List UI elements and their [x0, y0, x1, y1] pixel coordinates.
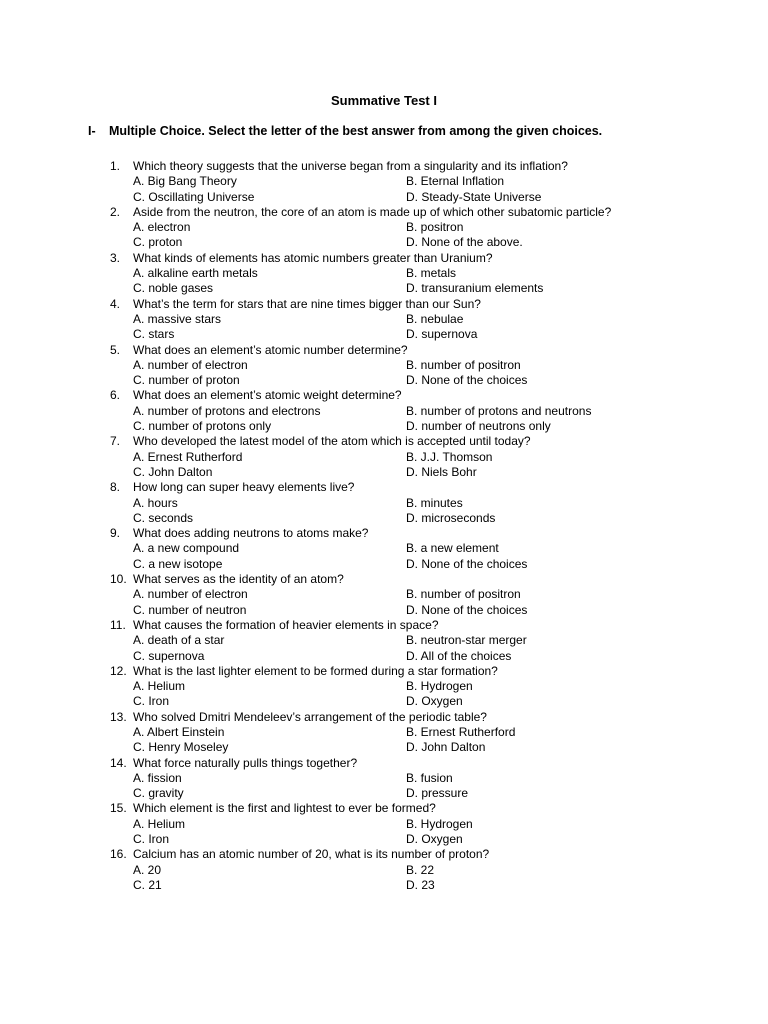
choice-d: D. pressure	[406, 786, 469, 801]
choice-row	[110, 863, 750, 878]
question-number: 5.	[110, 342, 121, 357]
choice-b: B. minutes	[406, 495, 463, 510]
choice-d: D. Oxygen	[406, 694, 463, 709]
question-text: Calcium has an atomic number of 20, what is its number of proton?	[133, 847, 490, 862]
choice-c: C. 21	[133, 877, 162, 892]
choice-a: A. Helium	[133, 816, 186, 831]
choice-b: B. Ernest Rutherford	[406, 724, 516, 739]
choice-b: B. Eternal Inflation	[406, 174, 505, 189]
question-number: 15.	[110, 801, 127, 816]
choice-d: D. John Dalton	[406, 740, 486, 755]
choice-b: B. positron	[406, 220, 464, 235]
choice-b: B. 22	[406, 862, 435, 877]
question-item	[110, 847, 750, 893]
choice-row	[110, 496, 750, 511]
choice-c: C. noble gases	[133, 281, 214, 296]
choice-d: D. None of the choices	[406, 373, 528, 388]
choice-a: A. number of electron	[133, 587, 248, 602]
choice-c: C. Oscillating Universe	[133, 189, 255, 204]
choice-c: C. number of neutron	[133, 602, 247, 617]
choice-b: B. a new element	[406, 541, 499, 556]
question-item	[110, 205, 750, 251]
section-instructions	[88, 124, 602, 138]
choice-a: A. massive stars	[133, 311, 222, 326]
question-text: Who developed the latest model of the atom which is accepted until today?	[133, 434, 531, 449]
question-number: 13.	[110, 709, 127, 724]
question-text: What does an element’s atomic number determine?	[133, 342, 408, 357]
choice-row	[110, 633, 750, 648]
choice-d: D. Oxygen	[406, 832, 463, 847]
choice-row	[110, 725, 750, 740]
choice-d: D. Niels Bohr	[406, 464, 477, 479]
question-line	[110, 205, 750, 220]
choice-a: A. hours	[133, 495, 178, 510]
question-line	[110, 664, 750, 679]
choice-c: C. proton	[133, 235, 183, 250]
choice-c: C. supernova	[133, 648, 205, 663]
question-text: What does adding neutrons to atoms make?	[133, 526, 369, 541]
choice-a: A. number of protons and electrons	[133, 403, 321, 418]
choice-row	[110, 878, 750, 893]
choice-a: A. Albert Einstein	[133, 724, 225, 739]
choice-b: B. number of positron	[406, 357, 521, 372]
question-number: 3.	[110, 250, 121, 265]
question-line	[110, 710, 750, 725]
question-item	[110, 343, 750, 389]
test-title: Summative Test I	[331, 93, 437, 108]
question-line	[110, 159, 750, 174]
section-numeral: I-	[88, 124, 96, 138]
choice-row	[110, 327, 750, 342]
question-item	[110, 480, 750, 526]
choice-c: C. Iron	[133, 832, 170, 847]
choice-b: B. neutron-star merger	[406, 633, 527, 648]
question-item	[110, 710, 750, 756]
choice-row	[110, 603, 750, 618]
choice-row	[110, 694, 750, 709]
choice-a: A. electron	[133, 220, 191, 235]
question-text: What does an element’s atomic weight determine?	[133, 388, 402, 403]
question-text: Who solved Dmitri Mendeleev’s arrangement of the periodic table?	[133, 709, 487, 724]
question-line	[110, 801, 750, 816]
question-number: 10.	[110, 572, 127, 587]
question-number: 12.	[110, 663, 127, 678]
choice-b: B. number of positron	[406, 587, 521, 602]
choice-row	[110, 235, 750, 250]
choice-row	[110, 557, 750, 572]
choice-d: D. number of neutrons only	[406, 419, 551, 434]
choice-row	[110, 817, 750, 832]
choice-b: B. number of protons and neutrons	[406, 403, 592, 418]
choice-d: D. microseconds	[406, 510, 496, 525]
question-number: 8.	[110, 480, 121, 495]
question-number: 7.	[110, 434, 121, 449]
question-line	[110, 251, 750, 266]
question-number: 1.	[110, 159, 121, 173]
choice-row	[110, 174, 750, 189]
question-text: Which theory suggests that the universe began from a singularity and its inflation?	[133, 159, 568, 173]
choice-d: D. None of the above.	[406, 235, 523, 250]
question-text: What serves as the identity of an atom?	[133, 572, 344, 587]
choice-row	[110, 404, 750, 419]
choice-row	[110, 465, 750, 480]
choice-d: D. transuranium elements	[406, 281, 544, 296]
choice-row	[110, 190, 750, 205]
choice-a: A. number of electron	[133, 357, 248, 372]
choice-d: D. Steady-State Universe	[406, 189, 542, 204]
question-line	[110, 847, 750, 862]
choice-row	[110, 373, 750, 388]
choice-row	[110, 511, 750, 526]
question-text: What’s the term for stars that are nine times bigger than our Sun?	[133, 296, 481, 311]
question-item	[110, 618, 750, 664]
choice-c: C. a new isotope	[133, 556, 223, 571]
question-item	[110, 434, 750, 480]
question-text: How long can super heavy elements live?	[133, 480, 355, 495]
question-text: Aside from the neutron, the core of an atom is made up of which other subatomic particle?	[133, 204, 612, 219]
choice-a: A. alkaline earth metals	[133, 266, 258, 281]
question-line	[110, 388, 750, 403]
choice-d: D. supernova	[406, 327, 478, 342]
choice-row	[110, 786, 750, 801]
choice-row	[110, 587, 750, 602]
choice-a: A. Ernest Rutherford	[133, 449, 243, 464]
choice-b: B. nebulae	[406, 311, 464, 326]
question-item	[110, 756, 750, 802]
question-number: 11.	[110, 617, 126, 632]
choice-a: A. Helium	[133, 679, 186, 694]
question-item	[110, 388, 750, 434]
question-line	[110, 434, 750, 449]
question-item	[110, 572, 750, 618]
question-line	[110, 526, 750, 541]
choice-b: B. metals	[406, 266, 457, 281]
choice-row	[110, 358, 750, 373]
choice-a: A. fission	[133, 770, 182, 785]
question-number: 14.	[110, 755, 127, 770]
choice-row	[110, 281, 750, 296]
question-item	[110, 297, 750, 343]
choice-row	[110, 220, 750, 235]
choice-c: C. number of proton	[133, 373, 240, 388]
question-text: What force naturally pulls things together?	[133, 755, 358, 770]
question-line	[110, 343, 750, 358]
question-item	[110, 801, 750, 847]
question-line	[110, 572, 750, 587]
choice-row	[110, 771, 750, 786]
choice-d: D. None of the choices	[406, 602, 528, 617]
choice-d: D. None of the choices	[406, 556, 528, 571]
choice-c: C. gravity	[133, 786, 184, 801]
choice-row	[110, 740, 750, 755]
choice-b: B. Hydrogen	[406, 679, 473, 694]
question-list	[110, 159, 750, 893]
question-text: Which element is the first and lightest to ever be formed?	[133, 801, 436, 816]
choice-c: C. Henry Moseley	[133, 740, 229, 755]
question-item	[110, 664, 750, 710]
choice-row	[110, 312, 750, 327]
question-number: 9.	[110, 526, 121, 541]
instructions-text: Multiple Choice. Select the letter of the best answer from among the given choices.	[109, 124, 603, 138]
question-line	[110, 297, 750, 312]
question-item	[110, 526, 750, 572]
choice-row	[110, 832, 750, 847]
choice-row	[110, 541, 750, 556]
choice-a: A. Big Bang Theory	[133, 174, 237, 189]
choice-row	[110, 266, 750, 281]
question-item	[110, 159, 750, 205]
choice-row	[110, 679, 750, 694]
choice-d: D. All of the choices	[406, 648, 512, 663]
choice-a: A. a new compound	[133, 541, 240, 556]
choice-a: A. death of a star	[133, 633, 225, 648]
question-text: What causes the formation of heavier elements in space?	[133, 617, 439, 632]
question-number: 16.	[110, 847, 127, 862]
choice-row	[110, 450, 750, 465]
choice-a: A. 20	[133, 862, 162, 877]
question-number: 4.	[110, 296, 121, 311]
choice-c: C. John Dalton	[133, 464, 213, 479]
question-line	[110, 756, 750, 771]
choice-b: B. J.J. Thomson	[406, 449, 493, 464]
choice-b: B. fusion	[406, 770, 453, 785]
question-line	[110, 618, 750, 633]
question-number: 6.	[110, 388, 121, 403]
choice-row	[110, 419, 750, 434]
choice-c: C. stars	[133, 327, 175, 342]
choice-c: C. Iron	[133, 694, 170, 709]
choice-b: B. Hydrogen	[406, 816, 473, 831]
choice-row	[110, 649, 750, 664]
question-line	[110, 480, 750, 495]
choice-c: C. number of protons only	[133, 419, 272, 434]
choice-d: D. 23	[406, 877, 435, 892]
question-number: 2.	[110, 204, 121, 219]
question-text: What kinds of elements has atomic numbers greater than Uranium?	[133, 250, 493, 265]
question-item	[110, 251, 750, 297]
question-text: What is the last lighter element to be formed during a star formation?	[133, 663, 498, 678]
choice-c: C. seconds	[133, 510, 194, 525]
